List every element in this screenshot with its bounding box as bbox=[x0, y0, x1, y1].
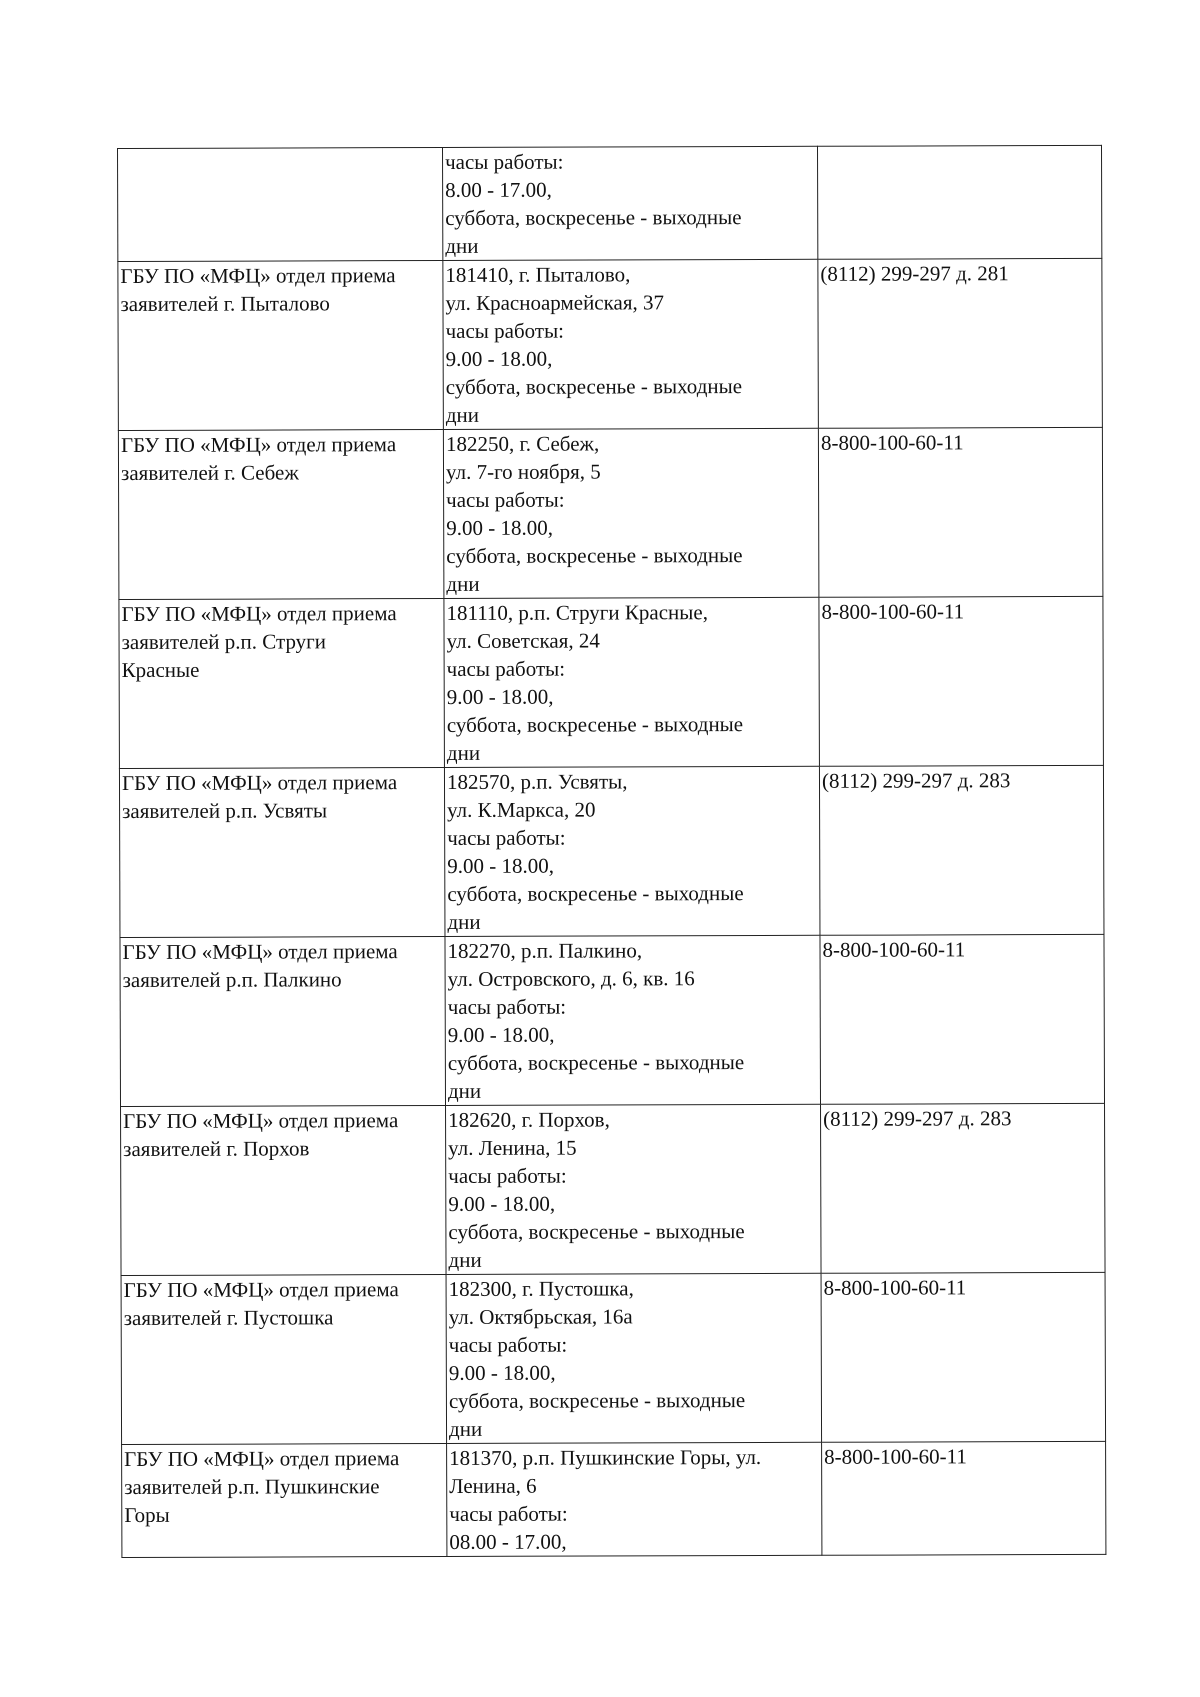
office-name-line: ГБУ ПО «МФЦ» отдел приема bbox=[122, 939, 398, 964]
office-name-cell bbox=[121, 1105, 447, 1275]
address-line: часы работы: bbox=[446, 487, 565, 512]
address-line: 9.00 - 18.00, bbox=[448, 1191, 556, 1216]
phone-cell bbox=[817, 145, 1101, 259]
address-line: суббота, воскресенье - выходные bbox=[446, 712, 744, 737]
address-line: часы работы: bbox=[445, 318, 565, 343]
address-line: суббота, воскресенье - выходные bbox=[448, 1388, 746, 1413]
office-name-cell bbox=[119, 598, 445, 768]
address-hours-cell bbox=[447, 1442, 822, 1556]
office-name-line: ГБУ ПО «МФЦ» отдел приема bbox=[123, 1277, 399, 1302]
address-line: 08.00 - 17.00, bbox=[449, 1529, 567, 1554]
phone-number: (8112) 299-297 д. 281 bbox=[820, 261, 1009, 286]
office-name-line: заявителей г. Пыталово bbox=[120, 291, 330, 316]
phone-number: 8-800-100-60-11 bbox=[821, 599, 965, 624]
address-line: 9.00 - 18.00, bbox=[448, 1360, 556, 1385]
office-name-line: Красные bbox=[121, 657, 200, 682]
address-line: ул. Красноармейская, 37 bbox=[445, 290, 665, 315]
address-line: 181370, р.п. Пушкинские Горы, ул. bbox=[449, 1444, 762, 1470]
address-line: ул. К.Маркса, 20 bbox=[447, 797, 596, 822]
address-line: ул. Островского, д. 6, кв. 16 bbox=[447, 966, 695, 991]
address-hours-cell bbox=[446, 1104, 822, 1274]
address-line: 8.00 - 17.00, bbox=[445, 177, 552, 202]
address-line: часы работы: bbox=[445, 149, 564, 174]
address-line: 181410, г. Пыталово, bbox=[445, 262, 631, 287]
address-line: дни bbox=[446, 571, 480, 596]
table-body bbox=[118, 145, 1106, 1557]
table-row bbox=[122, 1441, 1106, 1557]
office-name-line: ГБУ ПО «МФЦ» отдел приема bbox=[121, 770, 398, 795]
address-line: ул. Ленина, 15 bbox=[448, 1135, 577, 1160]
address-line: 9.00 - 18.00, bbox=[447, 853, 555, 878]
address-line: Ленина, 6 bbox=[449, 1473, 537, 1498]
table-row bbox=[119, 765, 1104, 937]
phone-cell bbox=[821, 1272, 1106, 1442]
office-name-cell bbox=[118, 147, 443, 261]
office-name-cell bbox=[118, 429, 444, 599]
phone-cell bbox=[819, 765, 1104, 935]
office-name-line: заявителей г. Порхов bbox=[123, 1136, 310, 1161]
office-name-line: ГБУ ПО «МФЦ» отдел приема bbox=[124, 1446, 400, 1471]
address-line: часы работы: bbox=[447, 825, 566, 850]
address-line: дни bbox=[447, 1078, 482, 1103]
address-hours-cell bbox=[446, 1273, 822, 1443]
address-hours-cell bbox=[443, 428, 819, 598]
office-name-line: ГБУ ПО «МФЦ» отдел приема bbox=[123, 1108, 399, 1133]
address-line: 9.00 - 18.00, bbox=[447, 1022, 555, 1047]
address-line: ул. 7-го ноября, 5 bbox=[445, 459, 601, 484]
mfc-offices-table bbox=[117, 145, 1106, 1558]
address-hours-cell bbox=[444, 597, 820, 767]
table-row bbox=[118, 427, 1103, 599]
address-line: суббота, воскресенье - выходные bbox=[447, 1050, 745, 1075]
address-line: суббота, воскресенье - выходные bbox=[445, 205, 742, 230]
address-line: 9.00 - 18.00, bbox=[446, 684, 554, 709]
office-name-cell bbox=[120, 936, 446, 1106]
office-name-line: заявителей р.п. Усвяты bbox=[122, 798, 328, 823]
table-row bbox=[121, 1272, 1106, 1444]
office-name-cell bbox=[119, 767, 445, 937]
phone-cell bbox=[819, 596, 1104, 766]
phone-number: 8-800-100-60-11 bbox=[824, 1444, 967, 1469]
phone-cell bbox=[818, 427, 1103, 597]
address-hours-cell bbox=[443, 259, 819, 429]
address-hours-cell bbox=[445, 935, 821, 1105]
address-line: часы работы: bbox=[449, 1501, 568, 1526]
phone-cell bbox=[821, 1103, 1106, 1273]
office-name-line: ГБУ ПО «МФЦ» отдел приема bbox=[120, 263, 396, 288]
address-line: суббота, воскресенье - выходные bbox=[445, 374, 743, 399]
address-hours-cell bbox=[444, 766, 820, 936]
address-line: 181110, р.п. Струги Красные, bbox=[446, 600, 708, 625]
address-line: 182250, г. Себеж, bbox=[445, 431, 600, 456]
address-line: часы работы: bbox=[448, 1163, 567, 1188]
address-hours-cell bbox=[442, 146, 817, 260]
phone-number bbox=[820, 146, 1099, 147]
office-name-line: заявителей р.п. Палкино bbox=[122, 967, 342, 992]
address-line: часы работы: bbox=[447, 994, 567, 1019]
office-name-cell bbox=[121, 1274, 447, 1444]
address-line: суббота, воскресенье - выходные bbox=[446, 543, 743, 568]
address-line: дни bbox=[446, 740, 481, 765]
phone-cell bbox=[820, 934, 1105, 1104]
table-row bbox=[120, 934, 1105, 1106]
address-line: 9.00 - 18.00, bbox=[445, 346, 553, 371]
office-name-line: заявителей г. Пустошка bbox=[123, 1305, 334, 1330]
office-name-line: ГБУ ПО «МФЦ» отдел приема bbox=[121, 601, 397, 626]
address-line: дни bbox=[445, 233, 479, 258]
office-name-cell bbox=[122, 1443, 447, 1557]
address-line: 182570, р.п. Усвяты, bbox=[446, 769, 628, 794]
phone-number: 8-800-100-60-11 bbox=[823, 1275, 967, 1300]
address-line: суббота, воскресенье - выходные bbox=[448, 1219, 745, 1244]
phone-number: 8-800-100-60-11 bbox=[820, 430, 964, 455]
address-line: часы работы: bbox=[448, 1332, 568, 1357]
office-name-line: заявителей г. Себеж bbox=[120, 460, 299, 485]
address-line: дни bbox=[445, 402, 480, 427]
phone-number: (8112) 299-297 д. 283 bbox=[821, 768, 1011, 793]
address-line: ул. Советская, 24 bbox=[446, 628, 600, 653]
phone-number: (8112) 299-297 д. 283 bbox=[823, 1106, 1012, 1131]
office-name-line: заявителей р.п. Пушкинские bbox=[124, 1474, 380, 1499]
table-row bbox=[118, 258, 1103, 430]
address-line: 9.00 - 18.00, bbox=[446, 515, 553, 540]
table-row bbox=[119, 596, 1104, 768]
address-line: дни bbox=[448, 1416, 483, 1441]
phone-cell bbox=[822, 1441, 1106, 1555]
address-line: 182620, г. Порхов, bbox=[448, 1107, 610, 1132]
address-line: дни bbox=[448, 1247, 482, 1272]
address-line: дни bbox=[447, 909, 481, 934]
phone-cell bbox=[818, 258, 1103, 428]
address-line: 182300, г. Пустошка, bbox=[448, 1276, 634, 1301]
table-row bbox=[121, 1103, 1106, 1275]
office-name-line: Горы bbox=[124, 1502, 170, 1527]
office-name-line: ГБУ ПО «МФЦ» отдел приема bbox=[120, 432, 397, 457]
office-name-line: заявителей р.п. Струги bbox=[121, 629, 327, 654]
address-line: 182270, р.п. Палкино, bbox=[447, 938, 643, 963]
address-line: ул. Октябрьская, 16а bbox=[448, 1304, 633, 1329]
table-row bbox=[118, 145, 1102, 261]
office-name-cell bbox=[118, 260, 444, 430]
phone-number: 8-800-100-60-11 bbox=[822, 937, 966, 962]
address-line: суббота, воскресенье - выходные bbox=[447, 881, 744, 906]
address-line: часы работы: bbox=[446, 656, 566, 681]
